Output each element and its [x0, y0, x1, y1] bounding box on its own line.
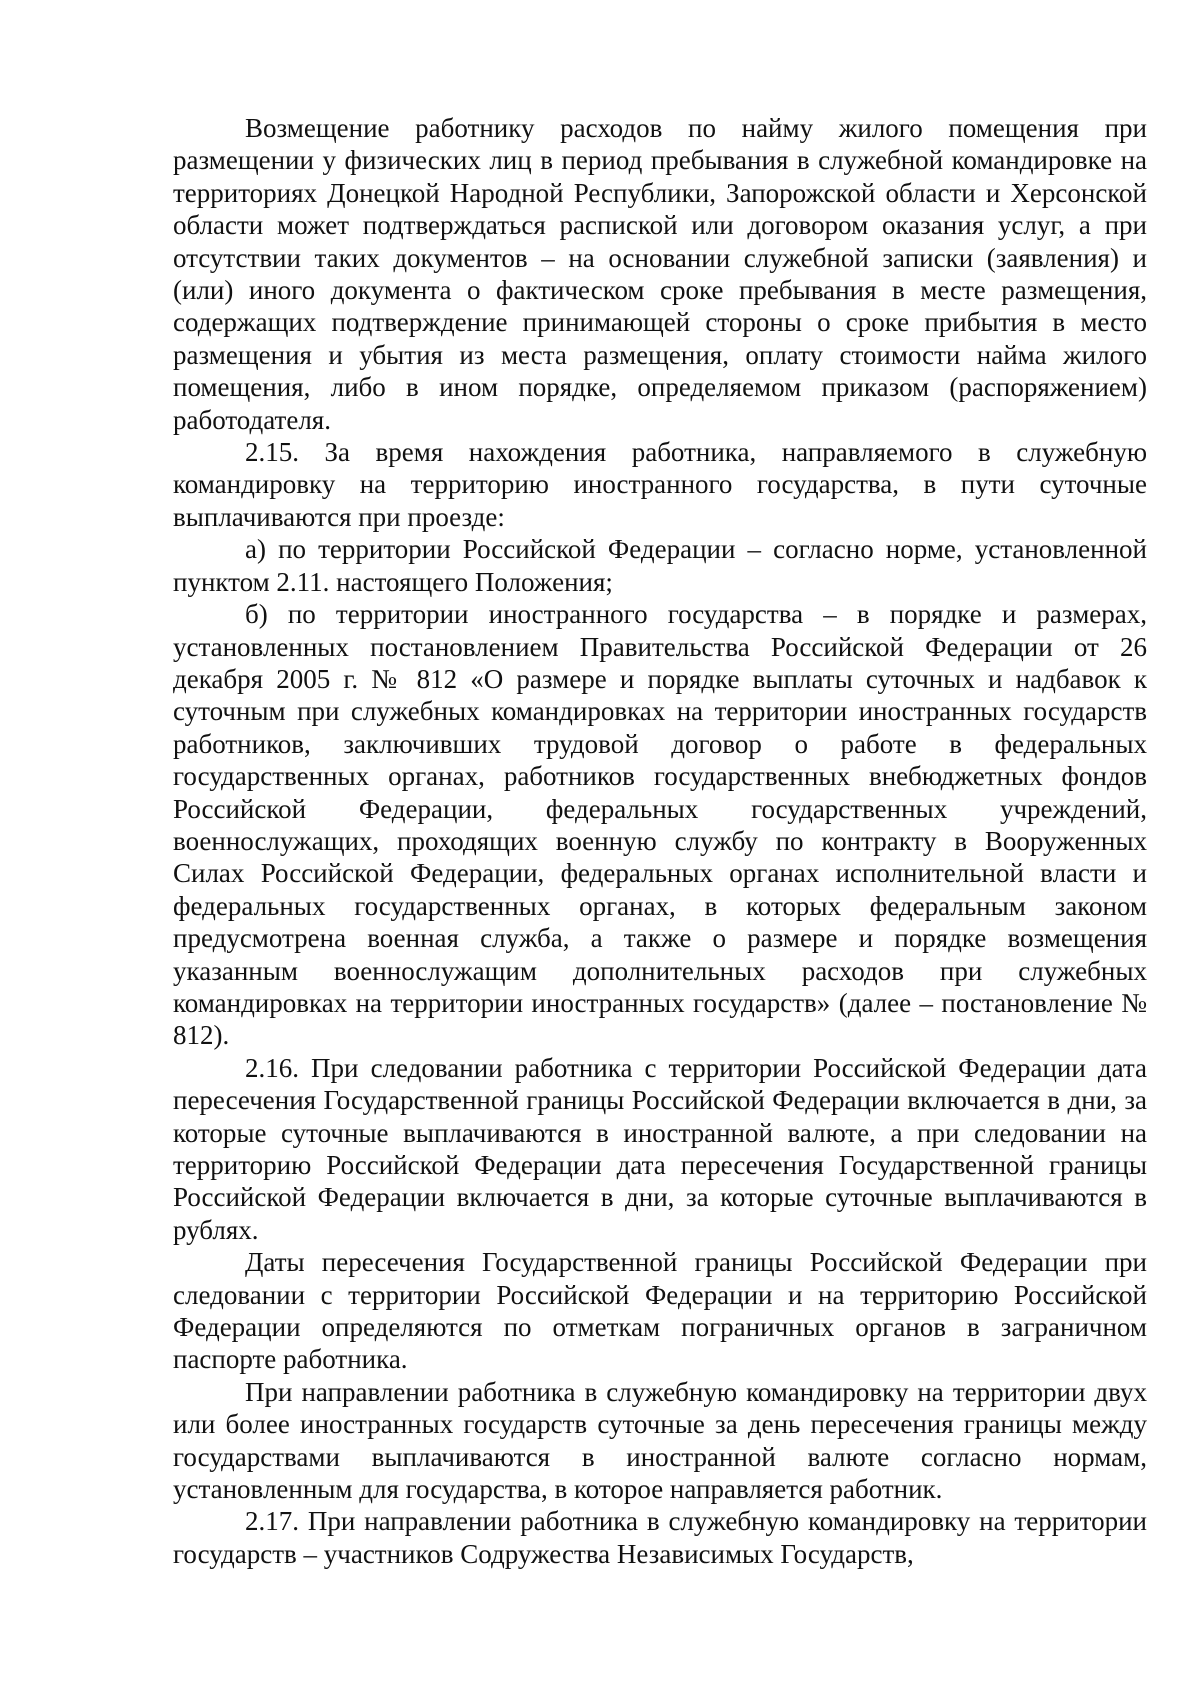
paragraph-2-15-b: б) по территории иностранного государства – в порядке и размерах, установленных постановлением Правительства Российской Федерации от 26 декабря 2005 г. № 812 «О размере и порядке выплаты суточных и надбавок к суточным при служебных командировках на территории иностранных государств работников, заключивших трудовой договор о работе в федеральных государственных органах, работников государственных внебюджетных фондов Российской Федерации, федеральных государственных учреждений, военнослужащих, проходящих военную службу по контракту в Вооруженных Силах Российской Федерации, федеральных органах исполнительной власти и федеральных государственных органах, в которых федеральным законом предусмотрена военная служба, а также о размере и порядке возмещения указанным военнослужащим дополнительных расходов при служебных командировках на территории иностранных государств» (далее – постановление № 812). [173, 599, 1147, 1051]
paragraph-2-15-a: а) по территории Российской Федерации – согласно норме, установленной пунктом 2.11. настоящего Положения; [173, 534, 1147, 597]
paragraph-2-15: 2.15. За время нахождения работника, направляемого в служебную командировку на территорию иностранного государства, в пути суточные выплачиваются при проезде: [173, 437, 1147, 532]
paragraph-2-17: 2.17. При направлении работника в служебную командировку на территории государств – участников Содружества Независимых Государств, [173, 1506, 1147, 1569]
paragraph-accommodation-reimbursement: Возмещение работнику расходов по найму жилого помещения при размещении у физических лиц в период пребывания в служебной командировке на территориях Донецкой Народной Республики, Запорожской области и Херсонской области может подтверждаться распиской или договором оказания услуг, а при отсутствии таких документов – на основании служебной записки (заявления) и (или) иного документа о фактическом сроке пребывания в месте размещения, содержащих подтверждение принимающей стороны о сроке прибытия в место размещения и убытия из места размещения, оплату стоимости найма жилого помещения, либо в ином порядке, определяемом приказом (распоряжением) работодателя. [173, 113, 1147, 435]
paragraph-2-16: 2.16. При следовании работника с территории Российской Федерации дата пересечения Государственной границы Российской Федерации включается в дни, за которые суточные выплачиваются в иностранной валюте, а при следовании на территорию Российской Федерации дата пересечения Государственной границы Российской Федерации включается в дни, за которые суточные выплачиваются в рублях. [173, 1052, 1147, 1245]
document-text [173, 112, 1147, 1570]
paragraph-border-crossing-dates: Даты пересечения Государственной границы Российской Федерации при следовании с территории Российской Федерации и на территорию Российской Федерации определяются по отметкам пограничных органов в заграничном паспорте работника. [173, 1247, 1147, 1375]
paragraph-multiple-states: При направлении работника в служебную командировку на территории двух или более иностранных государств суточные за день пересечения границы между государствами выплачиваются в иностранной валюте согласно нормам, установленным для государства, в которое направляется работник. [173, 1376, 1147, 1505]
